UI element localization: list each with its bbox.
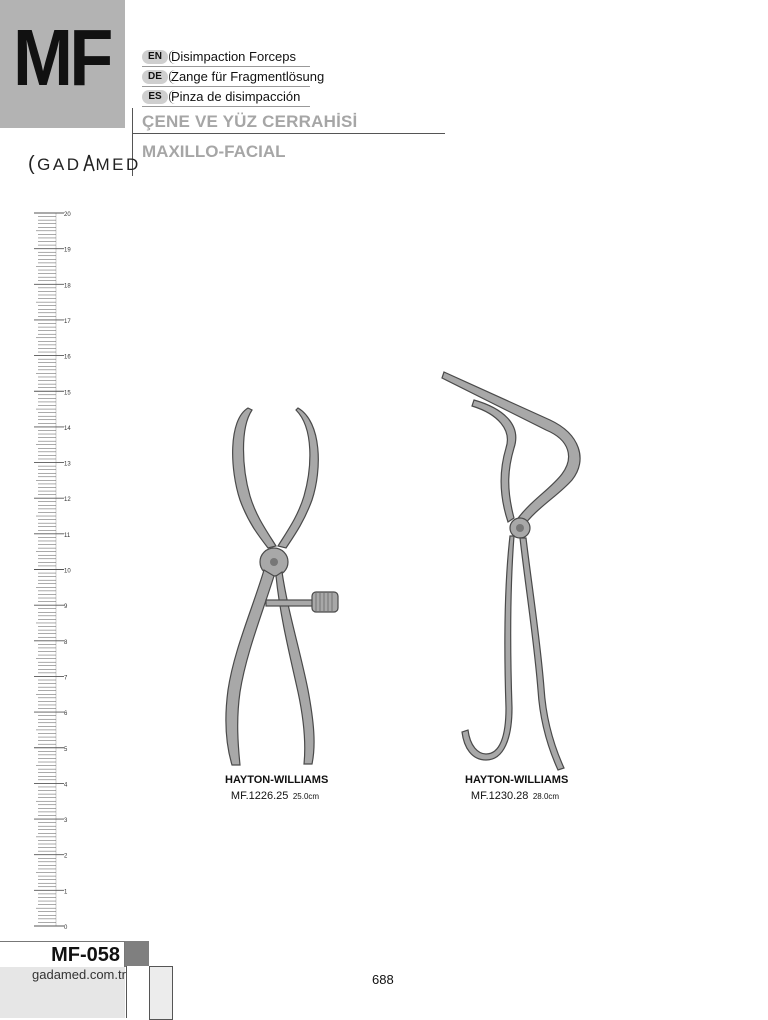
ruler-label: 18 [64,283,71,290]
ruler-label: 2 [64,853,68,860]
product-code-line [465,786,565,804]
ruler-label: 14 [64,425,71,432]
ruler-label: 20 [64,212,71,218]
product-name: HAYTON-WILLIAMS [225,774,329,786]
product-code-line [225,786,325,804]
ruler-label: 19 [64,247,71,254]
brand-logo [28,153,141,176]
product-size: 28.0cm [532,792,560,801]
lang-text-es: Pinza de disimpacción [171,89,301,104]
ruler-label: 1 [64,889,68,896]
ruler-label: 10 [64,568,71,575]
category-title-tr: ÇENE VE YÜZ CERRAHİSİ [142,112,358,131]
divider [142,66,310,67]
footer-box [126,966,149,1018]
category-title-en: MAXILLO-FACIAL [142,142,286,161]
section-code: MF [13,13,110,102]
logo-bracket: ( [28,153,38,175]
page-number: 688 [372,972,394,987]
lang-text-en: Disimpaction Forceps [171,49,296,64]
ruler-label: 6 [64,711,68,718]
ruler-label: 9 [64,604,68,611]
ruler-label: 17 [64,318,71,325]
product-code: MF.1226.25 [230,790,289,802]
lang-badge-en: EN [142,50,168,64]
divider [142,86,310,87]
product-size: 25.0cm [292,792,320,801]
ruler-label: 11 [64,532,71,539]
footer-accent-square [125,941,149,967]
divider [142,106,310,107]
ruler-label: 0 [64,925,68,930]
website-link[interactable]: gadamed.com.tr [32,967,126,982]
measurement-ruler [30,205,80,930]
page-code: MF-058 [51,944,120,966]
ruler-label: 3 [64,818,68,825]
ruler-label: 13 [64,461,71,468]
ruler-label: 15 [64,390,71,397]
ruler-label: 4 [64,782,68,789]
lang-badge-de: DE [142,70,168,84]
lang-badge-es: ES [142,90,168,104]
forceps-logo-icon [82,154,96,172]
forceps-illustration-2 [440,368,590,772]
footer-box [149,966,173,1020]
logo-text-b: MED [95,155,141,174]
product-code: MF.1230.28 [470,790,529,802]
product-name: HAYTON-WILLIAMS [465,774,569,786]
ruler-label: 5 [64,746,68,753]
ruler-label: 16 [64,354,71,361]
ruler-label: 12 [64,497,71,504]
product-caption-2 [465,774,569,804]
header-horizontal-rule [132,133,445,134]
logo-text-a: GAD [37,155,82,174]
forceps-illustration-1 [200,400,360,772]
ruler-label: 8 [64,639,68,646]
section-block [0,0,125,128]
lang-text-de: Zange für Fragmentlösung [171,69,325,84]
page-code-box [0,941,125,969]
product-caption-1 [225,774,329,804]
ruler-label: 7 [64,675,68,682]
